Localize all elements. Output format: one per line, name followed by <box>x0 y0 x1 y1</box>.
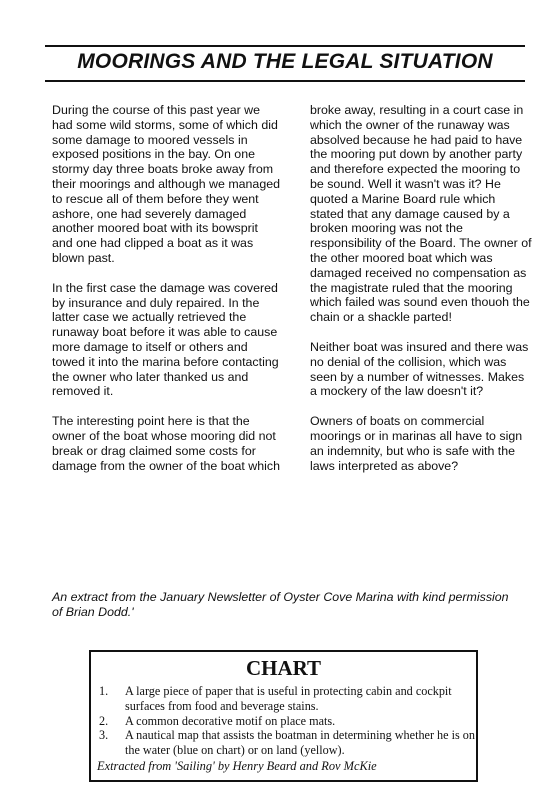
article-right-column <box>310 103 532 488</box>
chart-box-title: CHART <box>245 656 322 680</box>
definition-text: A common decorative motif on place mats. <box>125 713 336 728</box>
article-paragraph: The interesting point here is that the owner of the boat whose mooring did not break or drag claimed some costs for damage from the owner of the boat which <box>52 414 280 473</box>
article-paragraph: In the first case the damage was covered by insurance and duly repaired. In the latter case we actually retrieved the runaway boat before it was able to cause more damage to itself or others and towed it into the marina before contacting the owner who later thanked us and removed it. <box>52 280 279 399</box>
definition-item <box>91 684 476 714</box>
chart-box-credit: Extracted from 'Sailing' by Henry Beard and Rov McKie <box>97 758 377 773</box>
article-paragraph: Neither boat was insured and there was no denial of the collision, which was seen by a number of witnesses. Makes a mockery of the law doesn't it? <box>310 339 529 399</box>
article-paragraph: During the course of this past year we had some wild storms, some of which did some damage to moored vessels in exposed positions in the bay. On one stormy day three boats broke away from their moorings and although we managed to rescue all of them before they went ashore, one had severely damaged another moored boat with its bowsprit and one had clipped a boat as it was blown past. <box>52 103 280 265</box>
article-paragraph: broke away, resulting in a court case in which the owner of the runaway was absolved because he had paid to have the mooring put down by another party and therefore expected the mooring to be sound. Well it wasn't was it? He quoted a Marine Board rule which stated that any damage caused by a broken mooring was not the responsibility of the Board. The owner of the other moored boat which was damaged received no compensation as the magistrate ruled that the mooring which failed was sound even thouoh the chain or a shackle parted! <box>310 103 532 325</box>
article-left-column <box>52 103 282 488</box>
title-bottom-rule <box>45 80 525 82</box>
definition-number: 3. <box>99 728 109 743</box>
title-top-rule <box>45 45 525 47</box>
definition-text: A nautical map that assists the boatman in determining whether he is on the water (blue on chart) or on land (yellow). <box>125 728 475 758</box>
definition-list <box>91 684 476 758</box>
extract-note: An extract from the January Newsletter of Oyster Cove Marina with kind permission of Brian Dodd.' <box>52 590 509 619</box>
article-title: MOORINGS AND THE LEGAL SITUATION <box>77 50 493 73</box>
chart-definition-box <box>89 650 478 782</box>
definition-item <box>91 714 476 729</box>
definition-number: 2. <box>99 713 109 728</box>
definition-number: 1. <box>99 684 109 698</box>
article-paragraph: Owners of boats on commercial moorings or in marinas all have to sign an indemnity, but who is safe with the laws interpreted as above? <box>310 414 523 473</box>
definition-item <box>91 728 476 758</box>
definition-text: A large piece of paper that is useful in protecting cabin and cockpit surfaces from food and beverage stains. <box>125 684 452 713</box>
